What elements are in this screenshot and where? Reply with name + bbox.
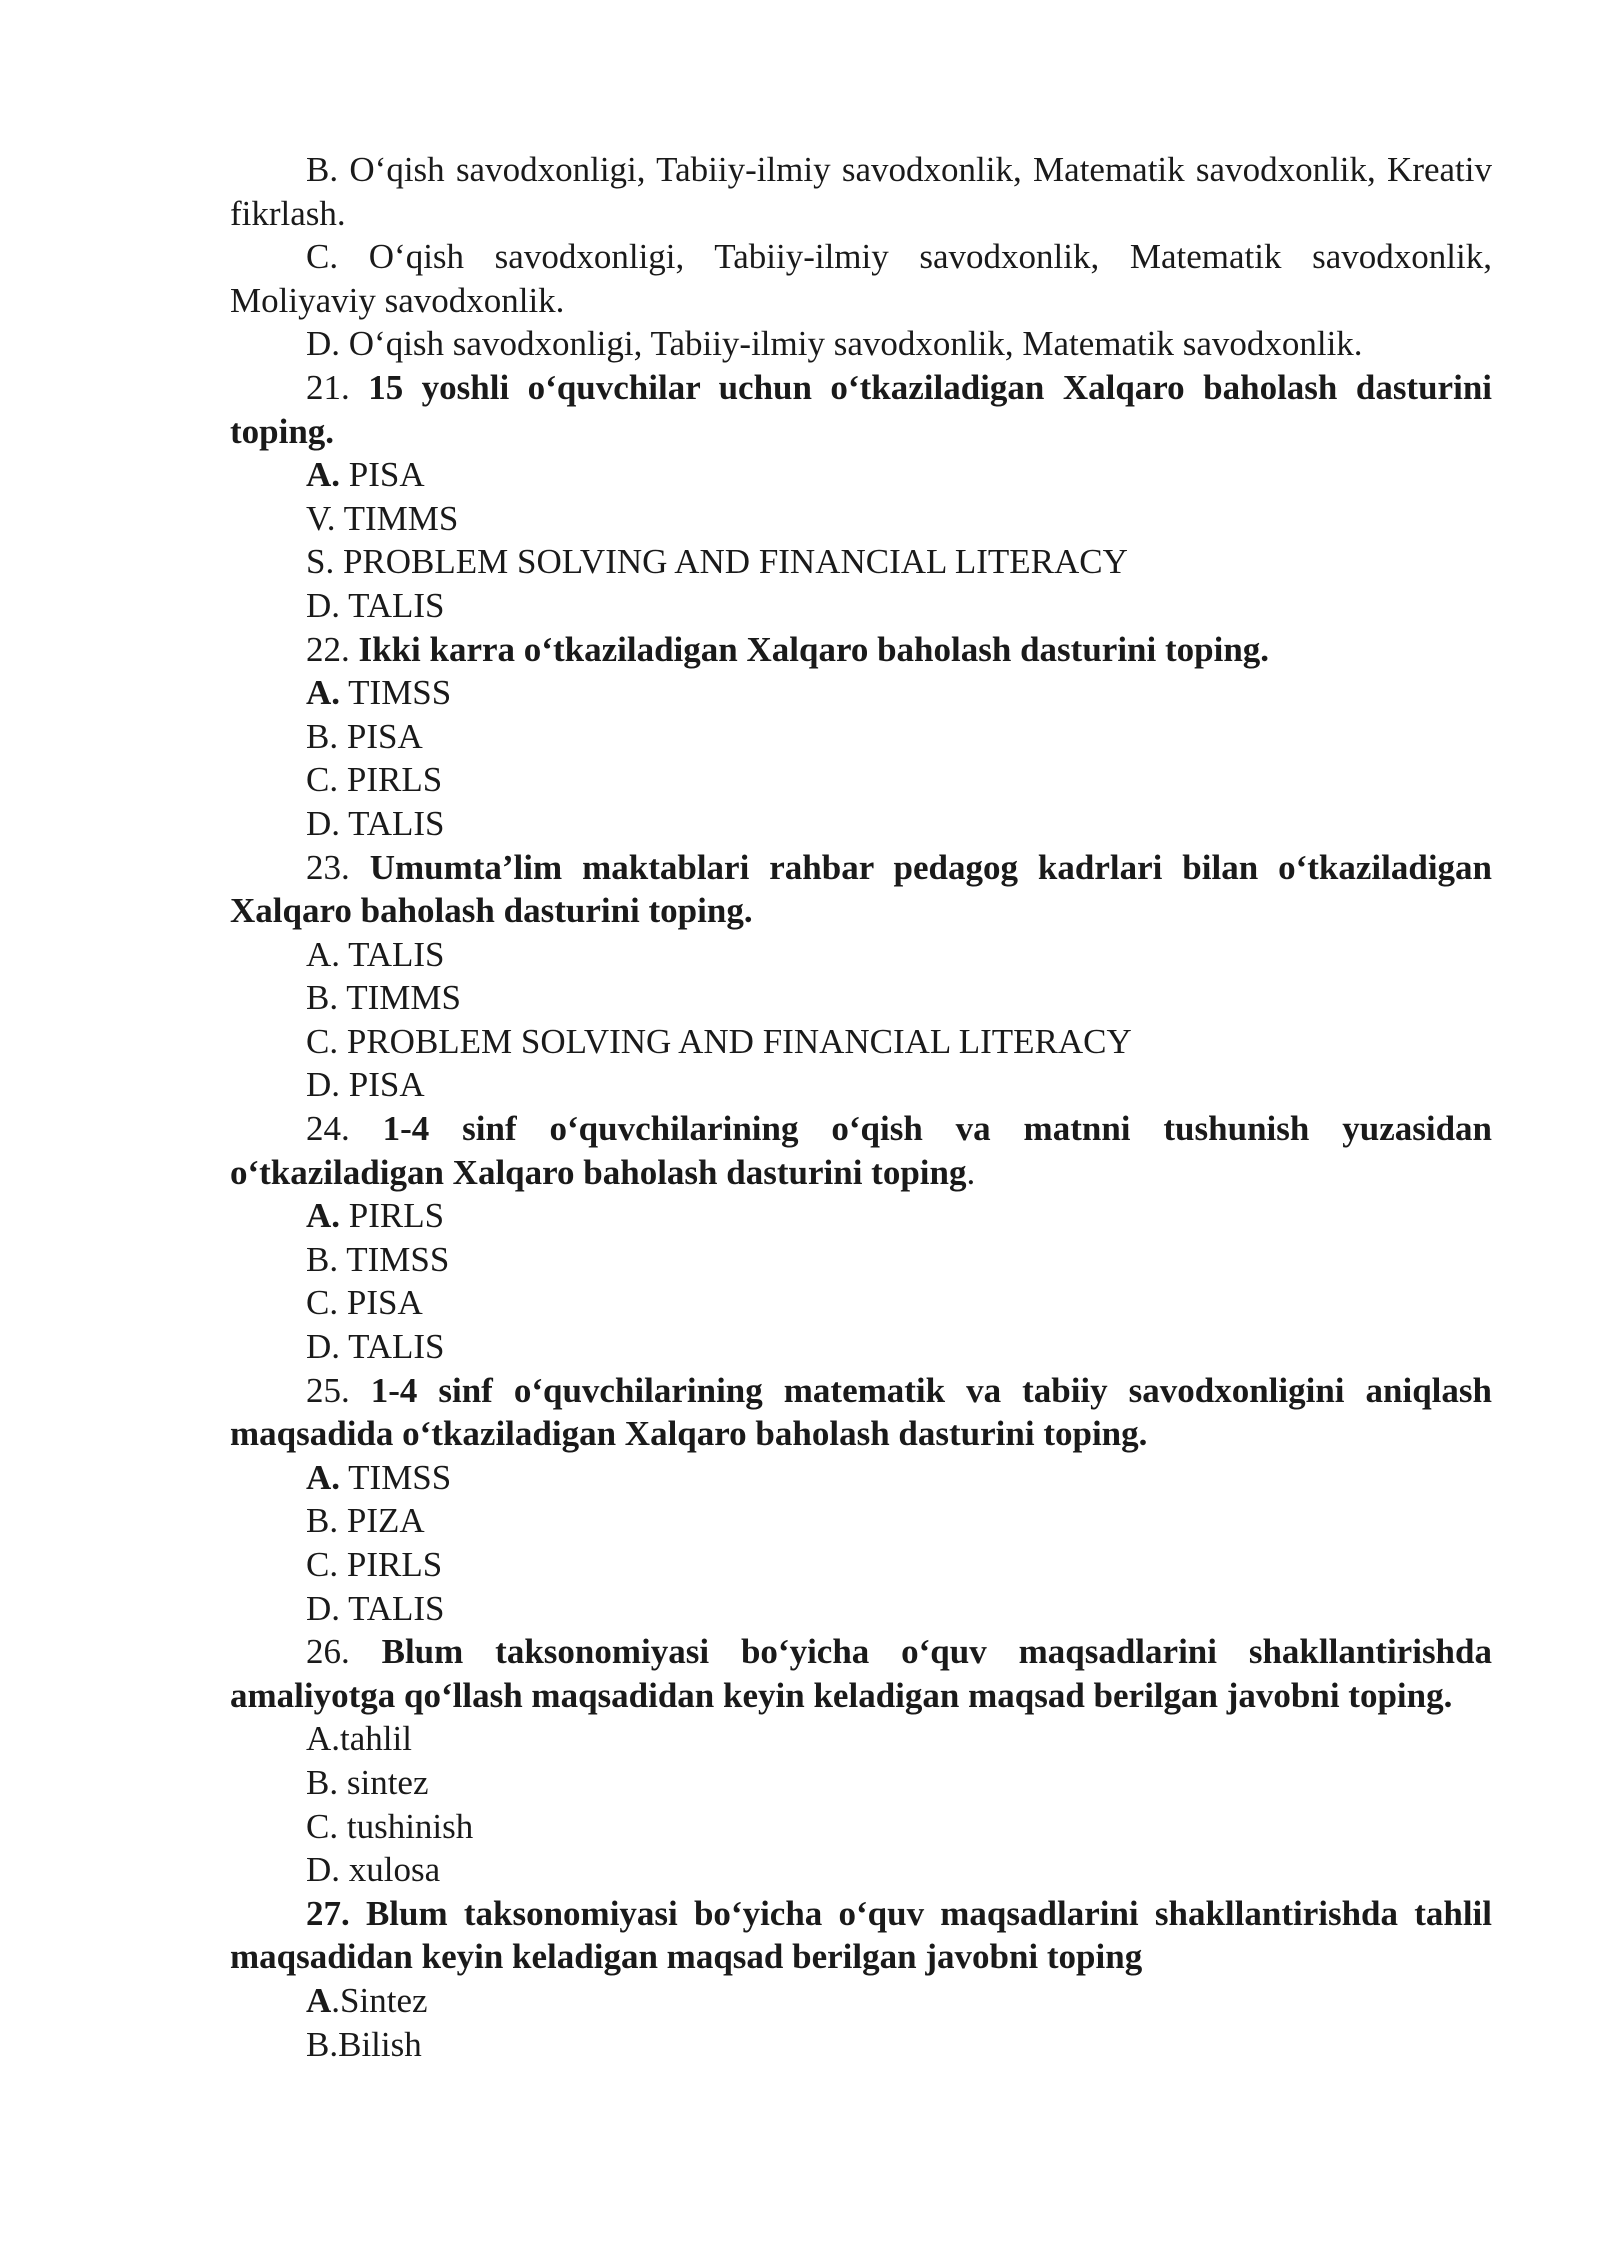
option-a — [230, 1456, 1492, 1500]
option-a — [230, 933, 1492, 977]
option-c — [230, 1281, 1492, 1325]
option-a — [230, 1979, 1492, 2023]
question-22 — [230, 628, 1492, 672]
option-letter: B. — [306, 2024, 339, 2064]
question-text: 15 yoshli o‘quvchilar uchun o‘tkaziladigan Xalqaro baholash dasturini toping. — [230, 367, 1493, 451]
option-letter: S. — [306, 542, 335, 582]
option-letter: B. — [306, 1239, 339, 1279]
option-v — [230, 497, 1492, 541]
question-number: 23. — [306, 847, 350, 887]
option-text: TIMSS — [348, 1457, 452, 1497]
option-d — [230, 584, 1492, 628]
option-text: PIZA — [346, 1501, 425, 1541]
option-a — [230, 453, 1492, 497]
option-c — [230, 1805, 1492, 1849]
option-letter: A. — [306, 1719, 341, 1759]
option-text: TALIS — [348, 585, 445, 625]
option-text: Bilish — [338, 2024, 422, 2064]
option-c — [230, 235, 1492, 322]
option-text: O‘qish savodxonligi, Tabiiy-ilmiy savodxonlik, Matematik savodxonlik. — [348, 324, 1363, 364]
option-text: TALIS — [348, 803, 445, 843]
option-letter: C. — [306, 237, 339, 277]
option-letter: D. — [306, 324, 341, 364]
option-text: xulosa — [348, 1850, 441, 1890]
option-text: sintez — [346, 1762, 429, 1802]
question-21 — [230, 366, 1492, 453]
question-text: Blum taksonomiyasi bo‘yicha o‘quv maqsadlarini shakllantirishda amaliyotga qo‘llash maqsadidan keyin keladigan maqsad berilgan javobni toping. — [230, 1632, 1492, 1715]
question-number: 21. — [306, 367, 350, 407]
option-text: PISA — [348, 455, 425, 495]
option-letter: C. — [306, 1283, 339, 1323]
option-letter: C. — [306, 1806, 339, 1846]
question-text: Ikki karra o‘tkaziladigan Xalqaro baholash dasturini toping. — [358, 629, 1270, 669]
option-letter: C. — [306, 760, 339, 800]
question-24 — [230, 1107, 1492, 1194]
question-number: 25. — [306, 1370, 350, 1410]
option-text: O‘qish savodxonligi, Tabiiy-ilmiy savodxonlik, Matematik savodxonlik, Moliyaviy savodxonlik. — [230, 237, 1493, 320]
option-text: TIMMS — [346, 978, 461, 1018]
option-letter: B. — [306, 150, 339, 189]
option-text: TIMSS — [346, 1239, 450, 1279]
option-d — [230, 1325, 1492, 1369]
question-text: Blum taksonomiyasi bo‘yicha o‘quv maqsadlarini shakllantirishda tahlil maqsadidan keyin keladigan maqsad berilgan javobni toping — [230, 1893, 1492, 1977]
question-26 — [230, 1630, 1492, 1717]
option-d — [230, 1848, 1492, 1892]
option-d — [230, 1587, 1492, 1631]
question-text: Umumta’lim maktablari rahbar pedagog kadrlari bilan o‘tkaziladigan Xalqaro baholash dasturini toping. — [230, 847, 1493, 931]
option-text: PISA — [348, 1065, 425, 1105]
question-text: 1-4 sinf o‘quvchilarining o‘qish va matnni tushunish yuzasidan o‘tkaziladigan Xalqaro baholash dasturini toping — [230, 1109, 1493, 1192]
option-letter: B. — [306, 716, 339, 756]
option-letter: B. — [306, 1762, 339, 1802]
option-text: TIMSS — [348, 673, 452, 713]
option-text: PIRLS — [346, 760, 443, 800]
option-text: TALIS — [348, 1327, 445, 1367]
option-a — [230, 671, 1492, 715]
option-d — [230, 802, 1492, 846]
question-23 — [230, 846, 1492, 933]
question-27 — [230, 1892, 1492, 1979]
option-text: .Sintez — [331, 1980, 428, 2020]
option-text: O‘qish savodxonligi, Tabiiy-ilmiy savodxonlik, Matematik savodxonlik, Kreativ fikrlash. — [230, 150, 1493, 233]
option-text: PISA — [346, 1283, 423, 1323]
option-b — [230, 715, 1492, 759]
option-text: PIRLS — [346, 1545, 443, 1584]
question-25 — [230, 1369, 1492, 1456]
option-b — [230, 2023, 1492, 2067]
option-text: PISA — [346, 716, 423, 756]
question-number: 26. — [306, 1632, 350, 1672]
option-letter: B. — [306, 1501, 339, 1541]
question-number: 22. — [306, 629, 350, 669]
question-end-punct: . — [966, 1152, 976, 1192]
option-text: PIRLS — [348, 1196, 445, 1236]
question-number: 27. — [306, 1893, 350, 1933]
option-b — [230, 1238, 1492, 1282]
option-text: TALIS — [348, 1588, 445, 1628]
option-b — [230, 1499, 1492, 1543]
option-letter: A. — [306, 934, 341, 974]
option-c — [230, 1020, 1492, 1064]
document-page — [230, 148, 1492, 2066]
option-letter: D. — [306, 1850, 341, 1890]
option-letter: D. — [306, 1065, 341, 1105]
option-letter: D. — [306, 585, 341, 625]
option-letter: B. — [306, 978, 339, 1018]
option-text: TALIS — [348, 934, 445, 974]
question-number: 24. — [306, 1109, 350, 1149]
option-letter: A. — [306, 1196, 341, 1236]
option-b — [230, 976, 1492, 1020]
option-letter: A. — [306, 455, 341, 495]
option-c — [230, 1543, 1492, 1587]
option-letter: D. — [306, 803, 341, 843]
option-d — [230, 1063, 1492, 1107]
option-letter: A. — [306, 673, 341, 713]
option-a — [230, 1194, 1492, 1238]
option-letter: V. — [306, 498, 336, 538]
option-text: PROBLEM SOLVING AND FINANCIAL LITERACY — [346, 1021, 1132, 1061]
option-text: tushinish — [346, 1806, 474, 1846]
option-letter: A. — [306, 1457, 341, 1497]
option-b — [230, 148, 1492, 235]
option-b — [230, 1761, 1492, 1805]
option-letter: D. — [306, 1588, 341, 1628]
option-s — [230, 540, 1492, 584]
option-letter: C. — [306, 1545, 339, 1584]
option-letter: A — [306, 1980, 332, 2020]
option-letter: D. — [306, 1327, 341, 1367]
question-text: 1-4 sinf o‘quvchilarining matematik va tabiiy savodxonligini aniqlash maqsadida o‘tkaziladigan Xalqaro baholash dasturini toping. — [230, 1370, 1492, 1454]
option-text: PROBLEM SOLVING AND FINANCIAL LITERACY — [342, 542, 1128, 582]
option-text: TIMMS — [343, 498, 459, 538]
option-text: tahlil — [340, 1719, 412, 1759]
option-d — [230, 322, 1492, 366]
option-letter: C. — [306, 1021, 339, 1061]
option-a — [230, 1717, 1492, 1761]
option-c — [230, 758, 1492, 802]
